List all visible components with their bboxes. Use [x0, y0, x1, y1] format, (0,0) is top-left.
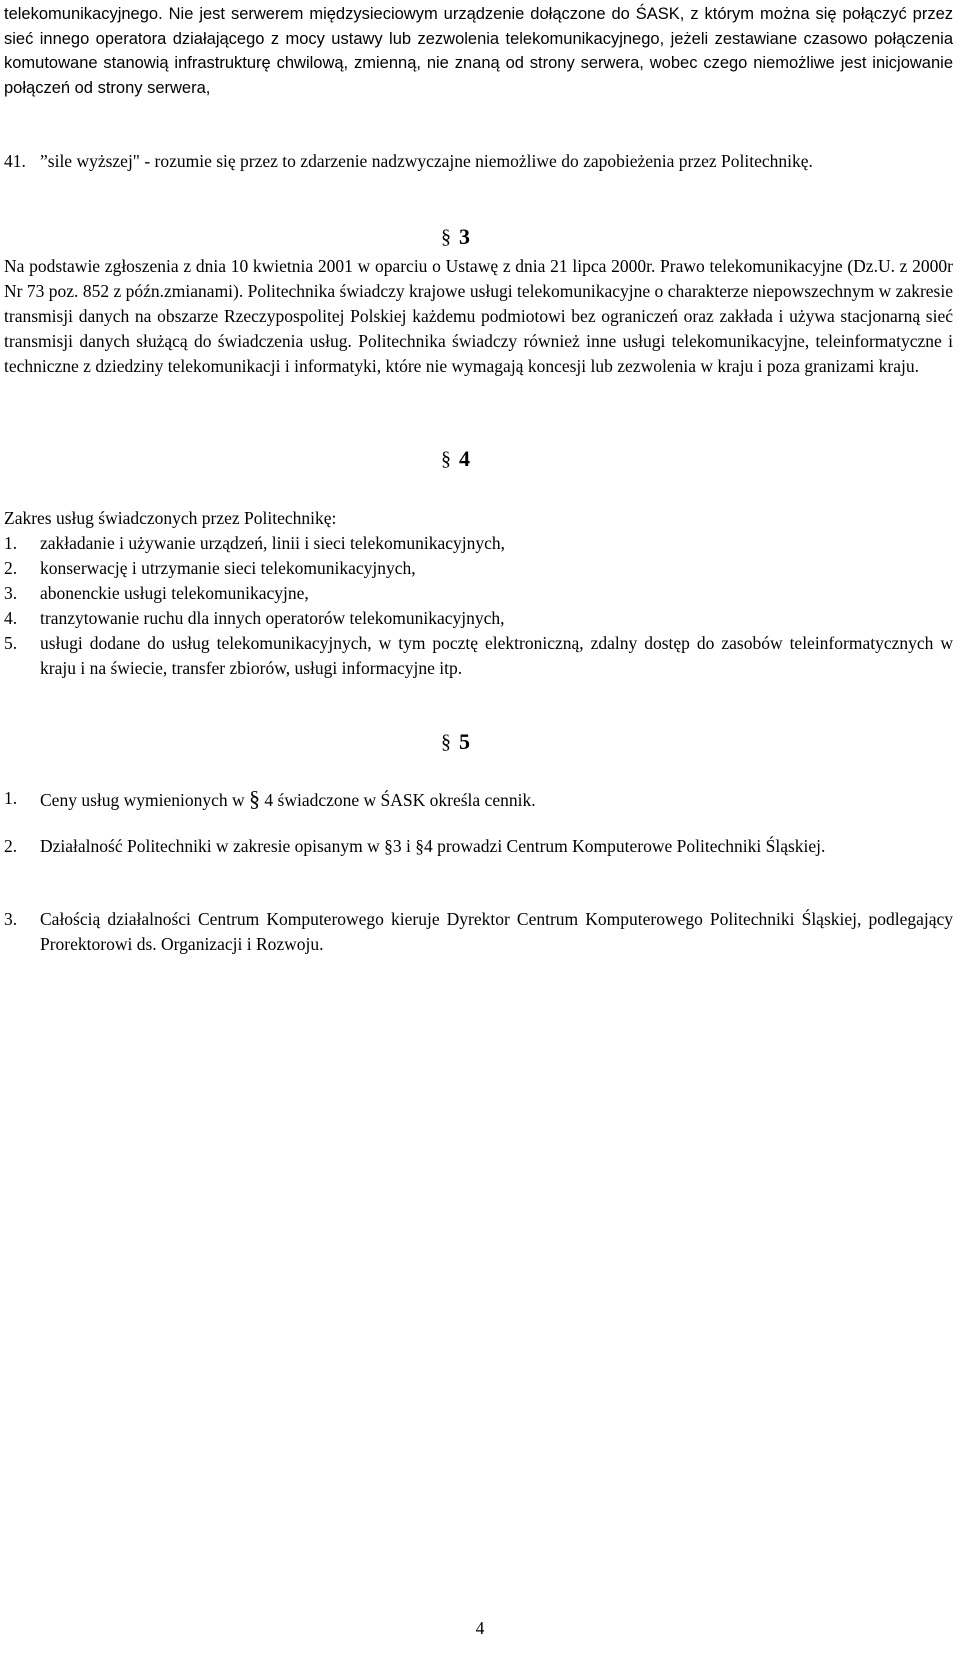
list-item: 5. usługi dodane do usług telekomunikacyjnych, w tym pocztę elektroniczną, zdalny dostęp do zasobów teleinformatycznych w kraju i na świecie, transfer zbiorów, usługi informacyjne itp.: [4, 633, 953, 678]
list-item: 1. zakładanie i używanie urządzeń, linii i sieci telekomunikacyjnych,: [4, 533, 506, 553]
section-5-paragraph-2: 2. Działalność Politechniki w zakresie opisanym w §3 i §4 prowadzi Centrum Komputerowe Politechniki Śląskiej.: [4, 836, 826, 856]
section-5-paragraph-1: 1. Ceny usług wymienionych w § 4 świadczone w ŚASK określa cennik.: [4, 786, 536, 811]
intro-paragraph: telekomunikacyjnego. Nie jest serwerem międzysieciowym urządzenie dołączone do ŚASK, z którym można się połączyć przez sieć innego operatora działającego z mocy ustawy lub zezwolenia telekomunikacyjnego, jeżeli zestawiane czasowo połączenia komutowane stanowią infrastrukturę chwilową, zmienną, nie znaną od strony serwera, wobec czego niemożliwe jest inicjowanie połączeń od strony serwera,: [4, 5, 953, 97]
definition-41-number: 41.: [4, 151, 26, 171]
section-4-heading: [441, 445, 470, 473]
section-symbol: §: [441, 448, 451, 470]
section-3-paragraph: Na podstawie zgłoszenia z dnia 10 kwietnia 2001 w oparciu o Ustawę z dnia 21 lipca 2000r. Prawo telekomunikacyjne (Dz.U. z 2000r Nr 73 poz. 852 z późn.zmianami). Politechnika świadczy krajowe usługi telekomunikacyjne o charakterze niepowszechnym w zakresie transmisji danych na obszarze Rzeczypospolitej Polskiej każdemu podmiotowi bez ograniczeń oraz zakłada i używa stacjonarną sieć transmisji danych służącą do świadczenia usług. Politechnika świadczy również inne usługi telekomunikacyjne, teleinformatyczne i techniczne z dziedziny telekomunikacji i informatyki, które nie wymagają koncesji lub zezwolenia w kraju i poza granizami kraju.: [4, 256, 953, 376]
list-item: 4. tranzytowanie ruchu dla innych operatorów telekomunikacyjnych,: [4, 608, 505, 628]
page-number: 4: [475, 1618, 485, 1638]
list-item: 2. konserwację i utrzymanie sieci telekomunikacyjnych,: [4, 558, 416, 578]
definition-41: [4, 149, 953, 174]
section-4-number: 4: [459, 446, 470, 471]
definition-41-text: ”sile wyższej" - rozumie się przez to zdarzenie nadzwyczajne niemożliwe do zapobieżenia przez Politechnikę.: [40, 151, 813, 171]
section-symbol: §: [249, 786, 261, 811]
section-symbol: §: [441, 731, 451, 753]
section-4-intro: Zakres usług świadczonych przez Politechnikę:: [4, 508, 337, 528]
section-symbol: §: [441, 226, 451, 248]
section-5-heading: [441, 728, 470, 756]
section-3-number: 3: [459, 224, 470, 249]
section-3-heading: [441, 223, 470, 251]
section-5-paragraph-3: 3. Całością działalności Centrum Komputerowego kieruje Dyrektor Centrum Komputerowego Politechniki Śląskiej, podlegający Prorektorowi ds. Organizacji i Rozwoju.: [4, 909, 953, 954]
services-list: [4, 531, 953, 681]
section-5-number: 5: [459, 729, 470, 754]
list-item: 3. abonenckie usługi telekomunikacyjne,: [4, 583, 309, 603]
